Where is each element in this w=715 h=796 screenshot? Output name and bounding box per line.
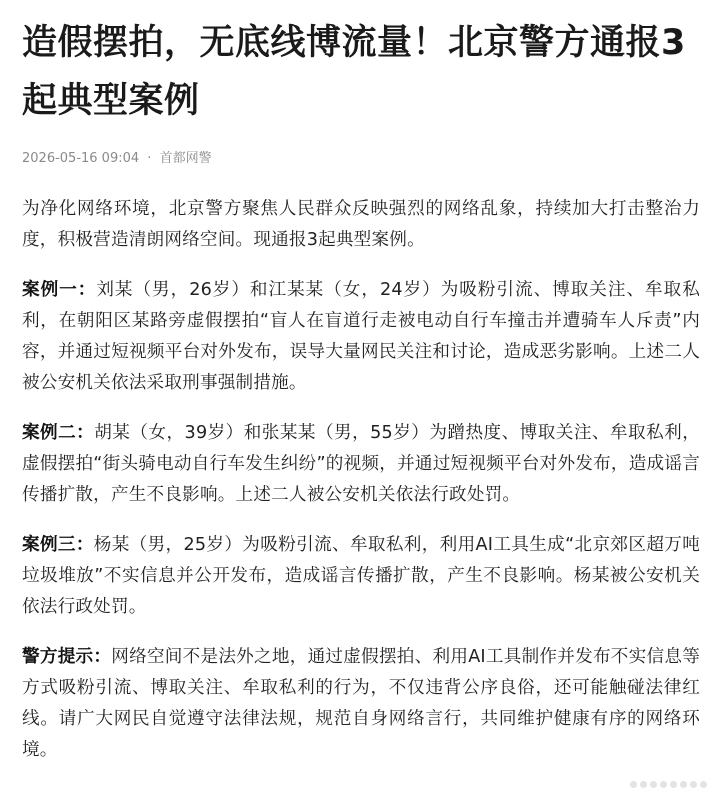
watermark-dot bbox=[660, 781, 667, 788]
article-source[interactable]: 首都网警 bbox=[159, 151, 212, 166]
watermark-dot bbox=[670, 781, 677, 788]
intro-paragraph bbox=[22, 194, 700, 256]
case-two-paragraph bbox=[22, 418, 700, 511]
watermark-dot bbox=[690, 781, 697, 788]
watermark-dot bbox=[680, 781, 687, 788]
watermark-dot bbox=[650, 781, 657, 788]
case-three-label: 案例三： bbox=[22, 535, 94, 555]
article-title: 造假摆拍，无底线博流量！北京警方通报3起典型案例 bbox=[22, 23, 686, 121]
article-meta bbox=[22, 150, 700, 168]
watermark-dot bbox=[700, 781, 707, 788]
case-two-text: 胡某（女，39岁）和张某某（男，55岁）为蹭热度、博取关注、牟取私利，虚假摆拍“街头骑电动自行车发生纠纷”的视频，并通过短视频平台对外发布，造成谣言传播扩散，产生不良影响。上述二人被公安机关依法行政处罚。 bbox=[22, 423, 700, 505]
publish-date: 2026-05-16 09:04 bbox=[22, 151, 140, 166]
case-one-text: 刘某（男，26岁）和江某某（女，24岁）为吸粉引流、博取关注、牟取私利，在朝阳区某路旁虚假摆拍“盲人在盲道行走被电动自行车撞击并遭骑车人斥责”内容，并通过短视频平台对外发布，误导大量网民关注和讨论，造成恶劣影响。上述二人被公安机关依法采取刑事强制措施。 bbox=[22, 280, 700, 393]
watermark-dots bbox=[630, 781, 707, 788]
case-one-paragraph bbox=[22, 275, 700, 399]
case-three-paragraph bbox=[22, 530, 700, 623]
article-body bbox=[22, 194, 700, 766]
article bbox=[22, 14, 700, 785]
case-two-label: 案例二： bbox=[22, 423, 95, 443]
police-tip-paragraph bbox=[22, 642, 700, 766]
watermark-dot bbox=[640, 781, 647, 788]
police-tip-text: 网络空间不是法外之地，通过虚假摆拍、利用AI工具制作并发布不实信息等方式吸粉引流、博取关注、牟取私利的行为，不仅违背公序良俗，还可能触碰法律红线。请广大网民自觉遵守法律法规，规范自身网络言行，共同维护健康有序的网络环境。 bbox=[22, 647, 700, 760]
case-one-label: 案例一： bbox=[22, 280, 97, 300]
watermark-dot bbox=[630, 781, 637, 788]
case-three-text: 杨某（男，25岁）为吸粉引流、牟取私利，利用AI工具生成“北京郊区超万吨垃圾堆放”不实信息并公开发布，造成谣言传播扩散，产生不良影响。杨某被公安机关依法行政处罚。 bbox=[22, 535, 700, 617]
police-tip-label: 警方提示： bbox=[22, 647, 112, 667]
meta-separator: · bbox=[147, 151, 152, 166]
intro-text: 为净化网络环境，北京警方聚焦人民群众反映强烈的网络乱象，持续加大打击整治力度，积极营造清朗网络空间。现通报3起典型案例。 bbox=[22, 199, 700, 250]
